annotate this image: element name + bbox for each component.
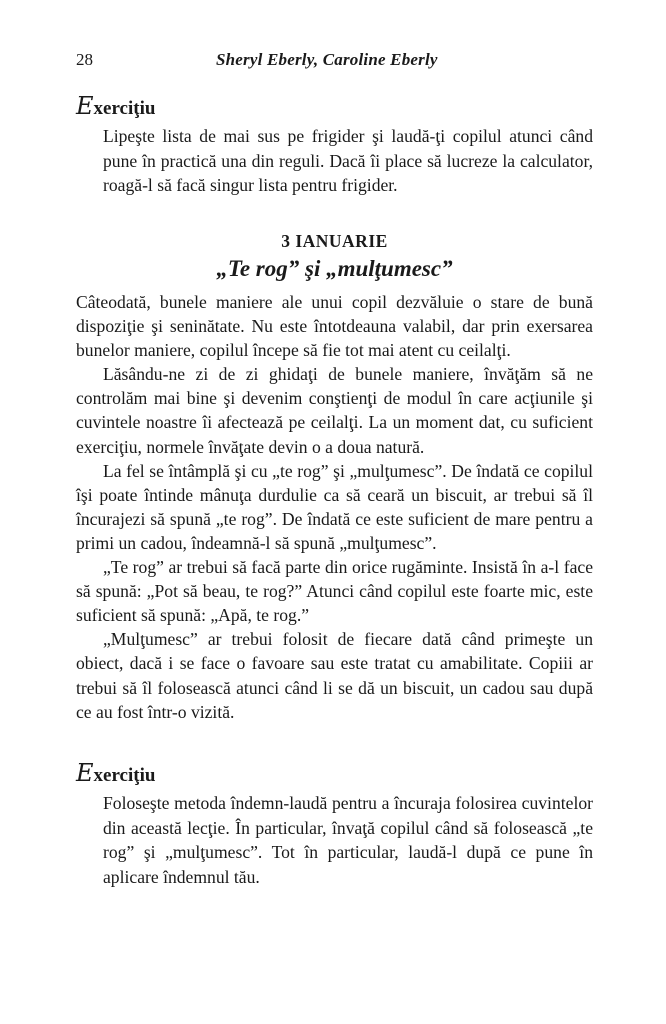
exercise-heading-rest: xerciţiu <box>93 98 156 119</box>
paragraph: La fel se întâmplă şi cu „te rog” şi „mulţumesc”. De îndată ce copilul îşi poate întinde mânuţa durdulie ca să ceară un biscuit, ar trebui să îl încurajezi să spună „te rog”. De îndată ce este suficient de mare pentru a primi un cadou, îndeamnă-l să spună „mulţumesc”. <box>76 460 593 553</box>
exercise-heading-initial: E <box>76 92 94 120</box>
lesson-title: „Te rog” şi „mulţumesc” <box>216 256 453 281</box>
exercise-heading-initial: E <box>76 759 94 787</box>
paragraph: „Te rog” ar trebui să facă parte din orice rugăminte. Insistă în a-l face să spună: „Pot să beau, te rog?” Atunci când copilul este foarte mic, este suficient să spună: „Apă, te rog.” <box>76 557 593 626</box>
exercise-heading-rest: xerciţiu <box>93 765 156 786</box>
paragraph: Lăsându-ne zi de zi ghidaţi de bunele maniere, învăţăm să ne controlăm mai bine şi devenim conştienţi de modul în care acţiunile şi cuvintele noastre îi afectează pe ceilalţi. La un moment dat, cu suficient exerciţiu, normele învăţate devin o a doua natură. <box>76 364 593 457</box>
paragraph: Câteodată, bunele maniere ale unui copil dezvăluie o stare de bună dispoziţie şi seninătate. Nu este întotdeauna valabil, dar prin exersarea bunelor maniere, copilul începe să fie tot mai atent cu ceilalţi. <box>76 292 593 361</box>
exercise-text: Lipeşte lista de mai sus pe frigider şi laudă-ţi copilul atunci când pune în practică una din reguli. Dacă îi place să lucreze la calculator, roagă-l să facă singur lista pentru frigider. <box>103 126 593 195</box>
page-number: 28 <box>76 50 93 69</box>
exercise-heading <box>76 94 155 120</box>
lesson-body <box>76 290 593 724</box>
lesson-date: 3 IANUARIE <box>281 231 388 251</box>
exercise-text: Foloseşte metoda îndemn-laudă pentru a încuraja folosirea cuvintelor din această lecţie. În particular, învaţă copilul când să folosească „te rog” şi „mulţumesc”. Tot în particular, laudă-l după ce pune în aplicare îndemnul tău. <box>103 793 593 887</box>
exercise-heading <box>76 761 155 787</box>
running-head-authors: Sheryl Eberly, Caroline Eberly <box>216 50 438 69</box>
paragraph: „Mulţumesc” ar trebui folosit de fiecare dată când primeşte un obiect, dacă i se face o favoare sau este tratat cu amabilitate. Copiii ar trebui să îl folosească atunci când li se dă un biscuit, un cadou sau după ce au fost într-o vizită. <box>76 629 593 722</box>
